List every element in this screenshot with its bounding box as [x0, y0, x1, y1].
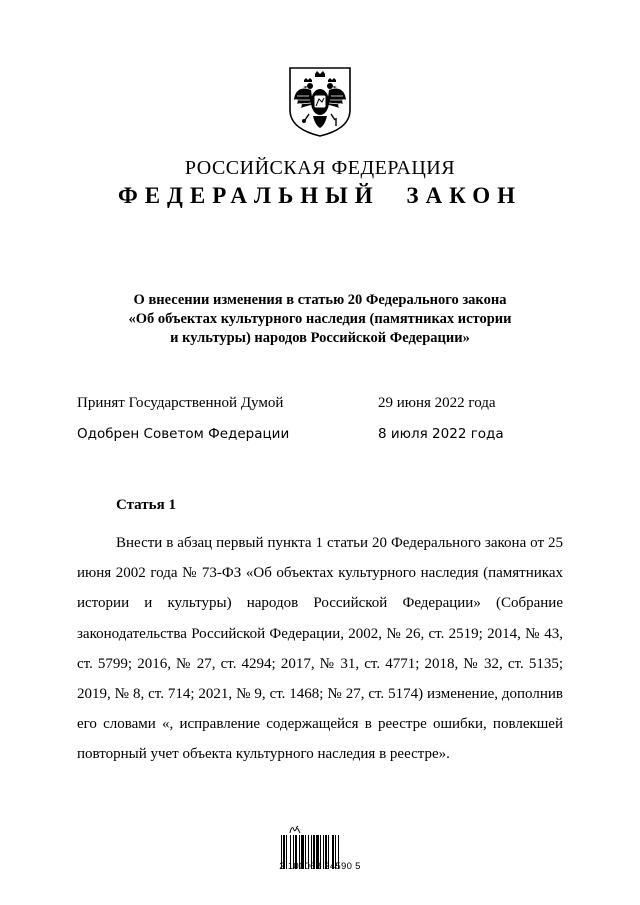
country-name: РОССИЙСКАЯ ФЕДЕРАЦИЯ: [184, 157, 456, 179]
barcode-number: 2 100068 24590 5: [279, 861, 361, 872]
title-line: «Об объектах культурного наследия (памятниках истории: [128, 311, 512, 327]
barcode-block: [280, 825, 364, 881]
adoption-duma: [77, 395, 577, 415]
document-title: [60, 291, 580, 348]
document-type: ФЕДЕРАЛЬНЫЙ ЗАКОН: [117, 183, 523, 208]
duma-label: Принят Государственной Думой: [77, 395, 284, 411]
duma-date: 29 июня 2022 года: [378, 395, 496, 411]
adoption-council: [77, 426, 577, 446]
council-label: Одобрен Советом Федерации: [77, 426, 290, 442]
coat-of-arms-icon: [287, 66, 353, 138]
title-line: и культуры) народов Российской Федерации»: [170, 330, 470, 346]
scribble-mark-icon: [282, 825, 362, 834]
article-heading: Статья 1: [116, 497, 176, 513]
council-date: 8 июля 2022 года: [378, 426, 504, 442]
article-body: Внести в абзац первый пункта 1 статьи 20 Федерального закона от 25 июня 2002 года № 73-ФЗ «Об объектах культурного наследия (памятниках истории и культуры) народов Российской Федерации» (Собрание законодательства Российской Федерации, 2002, № 26, ст. 2519; 2014, № 43, ст. 5799; 2016, № 27, ст. 4294; 2017, № 31, ст. 4771; 2018, № 32, ст. 5135; 2019, № 8, ст. 714; 2021, № 9, ст. 1468; № 27, ст. 5174) изменение, дополнив его словами «, исправление содержащейся в реестре ошибки, повлекшей повторный учет объекта культурного наследия в реестре».: [77, 535, 563, 763]
title-line: О внесении изменения в статью 20 Федерального закона: [133, 292, 507, 308]
